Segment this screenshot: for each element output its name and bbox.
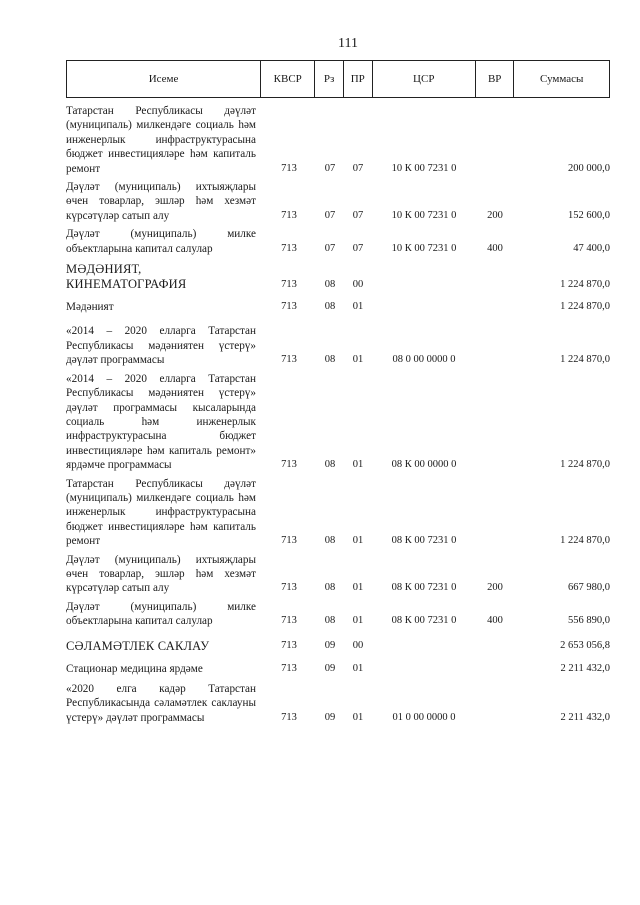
cell-name: Стационар медицина ярдәме [66,662,203,675]
cell-rz: 07 [324,242,336,254]
cell-name: «2020 елга кадәр Татарстан Республикасында сәламәтлек саклауны үстерү» дәүләт программасы [66,683,256,724]
cell-kvsr: 713 [281,582,297,594]
cell-pr: 01 [352,711,364,723]
header-vr: ВР [475,61,513,97]
cell-kvsr: 713 [281,662,297,674]
cell-kvsr: 713 [281,459,297,471]
cell-pr: 07 [352,162,364,174]
header-kvsr: КВСР [260,61,314,97]
table-row [66,662,610,676]
cell-kvsr: 713 [281,640,297,652]
cell-rz: 08 [324,615,336,627]
cell-pr: 01 [352,662,364,674]
table-row [66,227,610,256]
table-row [66,262,610,292]
cell-csr: 08 0 00 0000 0 [392,354,456,366]
table-row [66,477,610,549]
cell-csr: 08 К 00 7231 0 [391,615,457,627]
cell-name: СӘЛАМӘТЛЕК САКЛАУ [66,638,210,653]
cell-name: МӘДӘНИЯТ, КИНЕМАТОГРАФИЯ [66,262,187,292]
cell-csr: 08 К 00 0000 0 [391,459,457,471]
cell-sum: 1 224 870,0 [560,278,610,290]
cell-kvsr: 713 [281,615,297,627]
table-header [66,60,610,98]
cell-kvsr: 713 [281,354,297,366]
cell-pr: 00 [352,640,364,652]
cell-kvsr: 713 [281,162,297,174]
cell-sum: 47 400,0 [573,242,610,254]
cell-kvsr: 713 [281,711,297,723]
cell-name: Дәүләт (муниципаль) милке объектларына капитал салулар [66,600,256,628]
cell-rz: 08 [324,582,336,594]
cell-rz: 08 [324,535,336,547]
cell-sum: 1 224 870,0 [560,354,610,366]
cell-pr: 01 [352,354,364,366]
header-rz: Рз [314,61,343,97]
table-body [66,104,610,725]
budget-table [66,60,610,725]
cell-csr: 10 К 00 7231 0 [391,209,457,221]
cell-pr: 07 [352,209,364,221]
cell-name: Дәүләт (муниципаль) ихтыяҗлары өчен товарлар, эшләр һәм хезмәт күрсәтүләр сатып алу [66,553,256,595]
table-row [66,553,610,596]
cell-pr: 00 [352,278,364,290]
table-row [66,324,610,367]
cell-sum: 2 211 432,0 [560,662,610,674]
cell-sum: 152 600,0 [568,209,610,221]
cell-sum: 667 980,0 [568,582,610,594]
cell-kvsr: 713 [281,278,297,290]
cell-sum: 1 224 870,0 [560,535,610,547]
cell-pr: 01 [352,535,364,547]
cell-sum: 2 211 432,0 [560,711,610,723]
cell-pr: 01 [352,582,364,594]
cell-name: «2014 – 2020 елларга Татарстан Республикасы мәдәниятен үстерү» дәүләт программасы кысаларында социаль һәм инженерлык инфраструктурасына бюджет инвестицияләре һәм капиталь ремонт» ярдәмче программасы [66,372,256,472]
table-row [66,600,610,629]
cell-vr: 200 [487,209,503,221]
cell-csr: 10 К 00 7231 0 [391,162,457,174]
cell-vr: 200 [487,582,503,594]
cell-name: Дәүләт (муниципаль) милке объектларына капитал салулар [66,228,256,255]
cell-pr: 01 [352,301,364,313]
cell-pr: 07 [352,242,364,254]
cell-name: Мәдәният [66,301,114,314]
cell-kvsr: 713 [281,209,297,221]
cell-rz: 08 [324,301,336,313]
cell-rz: 09 [324,662,336,674]
cell-sum: 200 000,0 [568,162,610,174]
cell-sum: 2 653 056,8 [560,640,610,652]
header-sum: Суммасы [513,61,609,97]
cell-rz: 08 [324,459,336,471]
cell-name: Татарстан Республикасы дәүләт (муниципаль) милкендәге социаль һәм инженерлык инфраструктурасына бюджет инвестицияләре һәм капиталь ремонт [66,477,256,548]
header-name: Исеме [148,73,179,85]
cell-pr: 01 [352,459,364,471]
table-row [66,300,610,314]
table-row [66,180,610,223]
cell-vr: 400 [487,242,503,254]
cell-kvsr: 713 [281,242,297,254]
cell-kvsr: 713 [281,535,297,547]
cell-rz: 07 [324,209,336,221]
header-pr: ПР [343,61,372,97]
cell-rz: 08 [324,354,336,366]
cell-kvsr: 713 [281,301,297,313]
cell-rz: 07 [324,162,336,174]
cell-name: Дәүләт (муниципаль) ихтыяҗлары өчен товарлар, эшләр һәм хезмәт күрсәтүләр сатып алу [66,181,256,222]
cell-sum: 556 890,0 [568,615,610,627]
page-number: 111 [338,36,358,51]
header-csr: ЦСР [372,61,475,97]
cell-name: «2014 – 2020 елларга Татарстан Республикасы мәдәниятен үстерү» дәүләт программасы [66,325,256,367]
cell-csr: 08 К 00 7231 0 [391,535,457,547]
cell-csr: 10 К 00 7231 0 [391,242,457,254]
table-row [66,104,610,176]
cell-sum: 1 224 870,0 [560,301,610,313]
cell-csr: 01 0 00 0000 0 [392,711,456,723]
cell-pr: 01 [352,615,364,627]
cell-rz: 09 [324,640,336,652]
cell-rz: 09 [324,711,336,723]
cell-sum: 1 224 870,0 [560,459,610,471]
cell-rz: 08 [324,278,336,290]
cell-name: Татарстан Республикасы дәүләт (муниципаль) милкендәге социаль һәм инженерлык инфраструктурасына бюджет инвестицияләре һәм капиталь ремонт [66,105,256,175]
table-row [66,682,610,725]
table-row [66,372,610,473]
cell-vr: 400 [487,615,503,627]
cell-csr: 08 К 00 7231 0 [391,582,457,594]
table-row [66,639,610,654]
